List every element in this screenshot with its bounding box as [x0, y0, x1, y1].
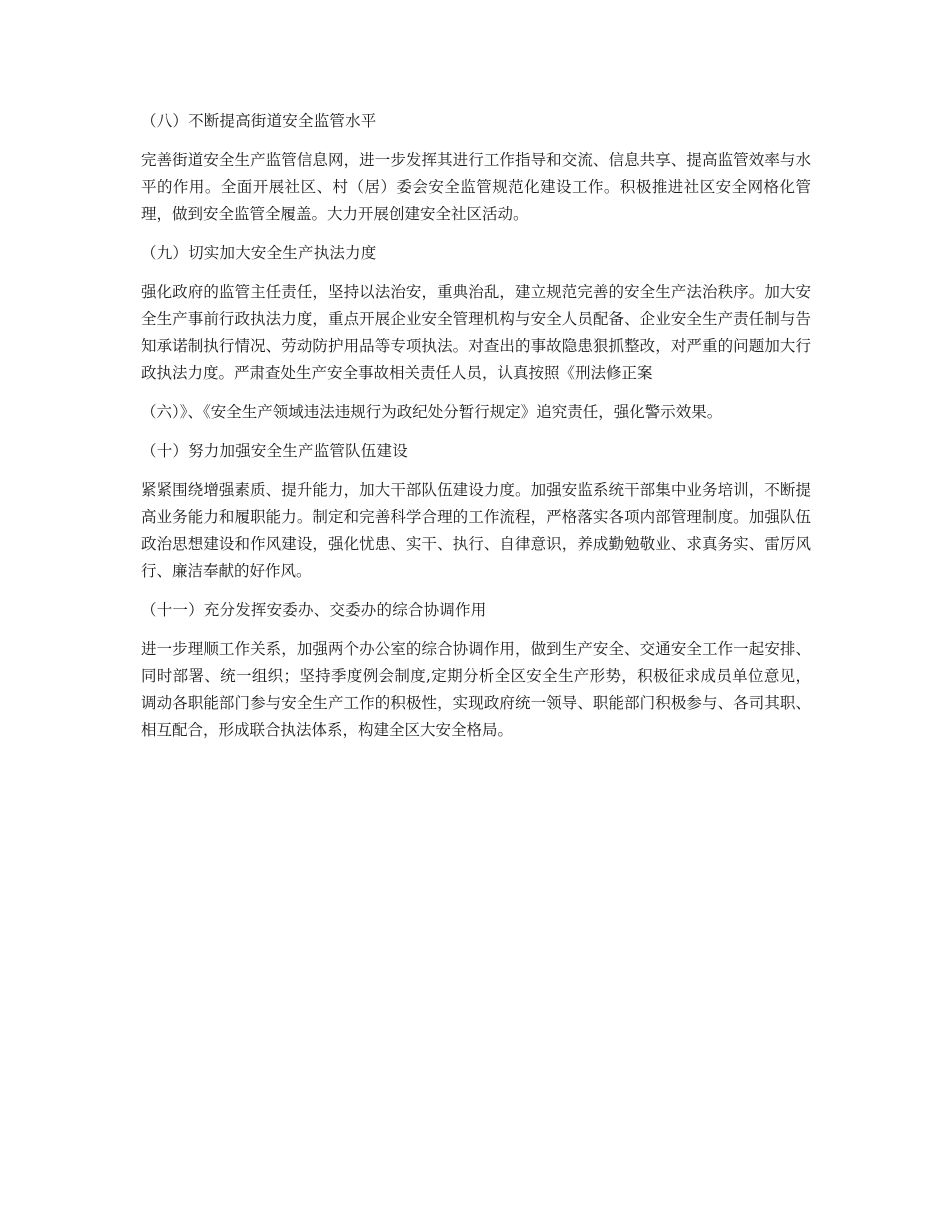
section-heading-8: （八）不断提高街道安全监管水平	[141, 112, 377, 130]
section-paragraph-9-continued: （六）》、《安全生产领域违法违规行为政纪处分暂行规定》追究责任，强化警示效果。	[141, 403, 723, 421]
section-heading-10: （十）努力加强安全生产监管队伍建设	[141, 442, 408, 460]
section-paragraph-10: 紧紧围绕增强素质、提升能力，加大干部队伍建设力度。加强安监系统干部集中业务培训，不断提高业务能力和履职能力。制定和完善科学合理的工作流程，严格落实各项内部管理制度。加强队伍政治思想建设和作风建设，强化忧患、实干、执行、自律意识，养成勤勉敬业、求真务实、雷厉风行、廉洁奉献的好作风。	[141, 481, 811, 580]
section-heading-9: （九）切实加大安全生产执法力度	[141, 244, 377, 262]
section-paragraph-8: 完善街道安全生产监管信息网，进一步发挥其进行工作指导和交流、信息共享、提高监管效率与水平的作用。全面开展社区、村（居）委会安全监管规范化建设工作。积极推进社区安全网格化管理，做到安全监管全履盖。大力开展创建安全社区活动。	[141, 151, 811, 223]
document-body	[141, 108, 811, 756]
section-paragraph-11: 进一步理顺工作关系，加强两个办公室的综合协调作用，做到生产安全、交通安全工作一起安排、同时部署、统一组织；坚持季度例会制度,定期分析全区安全生产形势，积极征求成员单位意见，调动各职能部门参与安全生产工作的积极性，实现政府统一领导、职能部门积极参与、各司其职、相互配合，形成联合执法体系，构建全区大安全格局。	[141, 640, 811, 739]
section-paragraph-9: 强化政府的监管主任责任，坚持以法治安，重典治乱，建立规范完善的安全生产法治秩序。加大安全生产事前行政执法力度，重点开展企业安全管理机构与安全人员配备、企业安全生产责任制与告知承诺制执行情况、劳动防护用品等专项执法。对查出的事故隐患狠抓整改，对严重的问题加大行政执法力度。严肃查处生产安全事故相关责任人员，认真按照《刑法修正案	[141, 283, 811, 382]
section-heading-11: （十一）充分发挥安委办、交委办的综合协调作用	[141, 601, 487, 619]
